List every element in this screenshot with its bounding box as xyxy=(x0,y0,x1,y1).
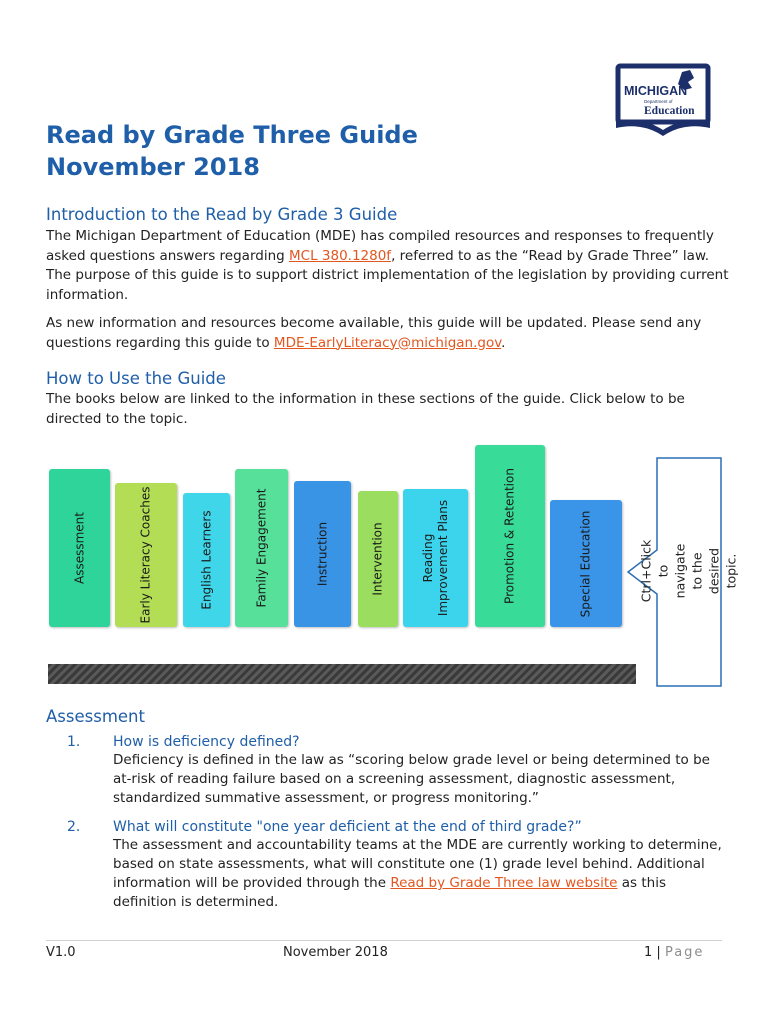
footer-date: November 2018 xyxy=(283,945,388,960)
book-special-education[interactable] xyxy=(550,500,622,627)
book-label: Assessment xyxy=(72,512,86,584)
intro-p1-text-a: The Michigan Department of Education (MDE) has compiled resources and responses to frequently asked questions answers regarding xyxy=(46,228,714,264)
bookshelf xyxy=(40,442,640,687)
footer-version: V1.0 xyxy=(46,945,76,960)
intro-heading: Introduction to the Read by Grade 3 Guide xyxy=(46,205,398,224)
book-instruction[interactable] xyxy=(294,481,351,627)
assessment-heading: Assessment xyxy=(46,707,145,726)
page-word: Page xyxy=(664,945,705,960)
footer-divider xyxy=(46,940,722,941)
email-link[interactable]: MDE-EarlyLiteracy@michigan.gov xyxy=(273,334,502,351)
book-label: Family Engagement xyxy=(254,488,268,608)
logo-line3: Education xyxy=(644,105,695,117)
book-assessment[interactable] xyxy=(49,469,110,627)
book-label: Promotion & Retention xyxy=(502,468,517,604)
how-to-use-heading: How to Use the Guide xyxy=(46,369,226,388)
intro-p2-text-b: . xyxy=(501,334,506,351)
book-early-literacy-coaches[interactable] xyxy=(115,483,177,627)
answer-2-text-a: The assessment and accountability teams at the MDE are currently working to determine, based on state assessments, what will constitute one (1) grade level behind. Additional information will be provided through the xyxy=(113,837,722,891)
answer-2-text-b: as this definition is determined. xyxy=(113,875,666,910)
how-to-use-text: The books below are linked to the information in these sections of the guide. Click below to be directed to the topic. xyxy=(46,391,685,427)
book-label: Reading Improvement Plans xyxy=(420,499,450,617)
page-separator: | xyxy=(656,945,661,960)
document-title-line1: Read by Grade Three Guide xyxy=(46,121,418,149)
logo-line2: Department of xyxy=(644,99,673,104)
answer-2 xyxy=(113,836,728,912)
book-label: Special Education xyxy=(578,510,593,617)
intro-paragraph-1 xyxy=(46,227,734,305)
rbg3-website-link[interactable]: Read by Grade Three law website xyxy=(390,875,618,891)
book-family-engagement[interactable] xyxy=(235,469,288,627)
book-english-learners[interactable] xyxy=(183,493,230,627)
mde-logo xyxy=(612,62,724,140)
book-intervention[interactable] xyxy=(358,491,398,627)
question-1: How is deficiency defined? xyxy=(113,734,300,750)
book-label: Intervention xyxy=(370,522,385,596)
intro-paragraph-2 xyxy=(46,314,734,353)
question-2-number: 2. xyxy=(67,819,81,835)
logo-line1: MICHIGAN xyxy=(624,84,688,98)
book-label: Early Literacy Coaches xyxy=(138,486,153,624)
intro-p1-text-b: , referred to as the “Read by Grade Three” law. The purpose of this guide is to support district implementation of the legislation by providing current information. xyxy=(46,247,729,303)
intro-p2-text-a: As new information and resources become available, this guide will be updated. Please send any questions regarding this guide to xyxy=(46,315,702,351)
document-title-line2: November 2018 xyxy=(46,153,260,181)
page-number: 1 xyxy=(644,945,653,960)
book-label: English Learners xyxy=(199,510,213,610)
book-reading-improvement-plans[interactable] xyxy=(403,489,468,627)
book-label: Instruction xyxy=(315,521,329,587)
callout-text: Ctrl+Click to navigate to the desired topic. xyxy=(638,539,738,603)
book-promotion-retention[interactable] xyxy=(475,445,545,627)
shelf xyxy=(48,664,636,684)
answer-1: Deficiency is defined in the law as “scoring below grade level or being determined to be at-risk of reading failure based on a screening assessment, diagnostic assessment, standardized summative assessment, or progress monitoring.” xyxy=(113,752,710,806)
question-2: What will constitute "one year deficient at the end of third grade?” xyxy=(113,819,582,835)
mcl-link[interactable]: MCL 380.1280f xyxy=(289,247,392,264)
footer-page xyxy=(644,944,704,962)
question-1-number: 1. xyxy=(67,734,81,750)
